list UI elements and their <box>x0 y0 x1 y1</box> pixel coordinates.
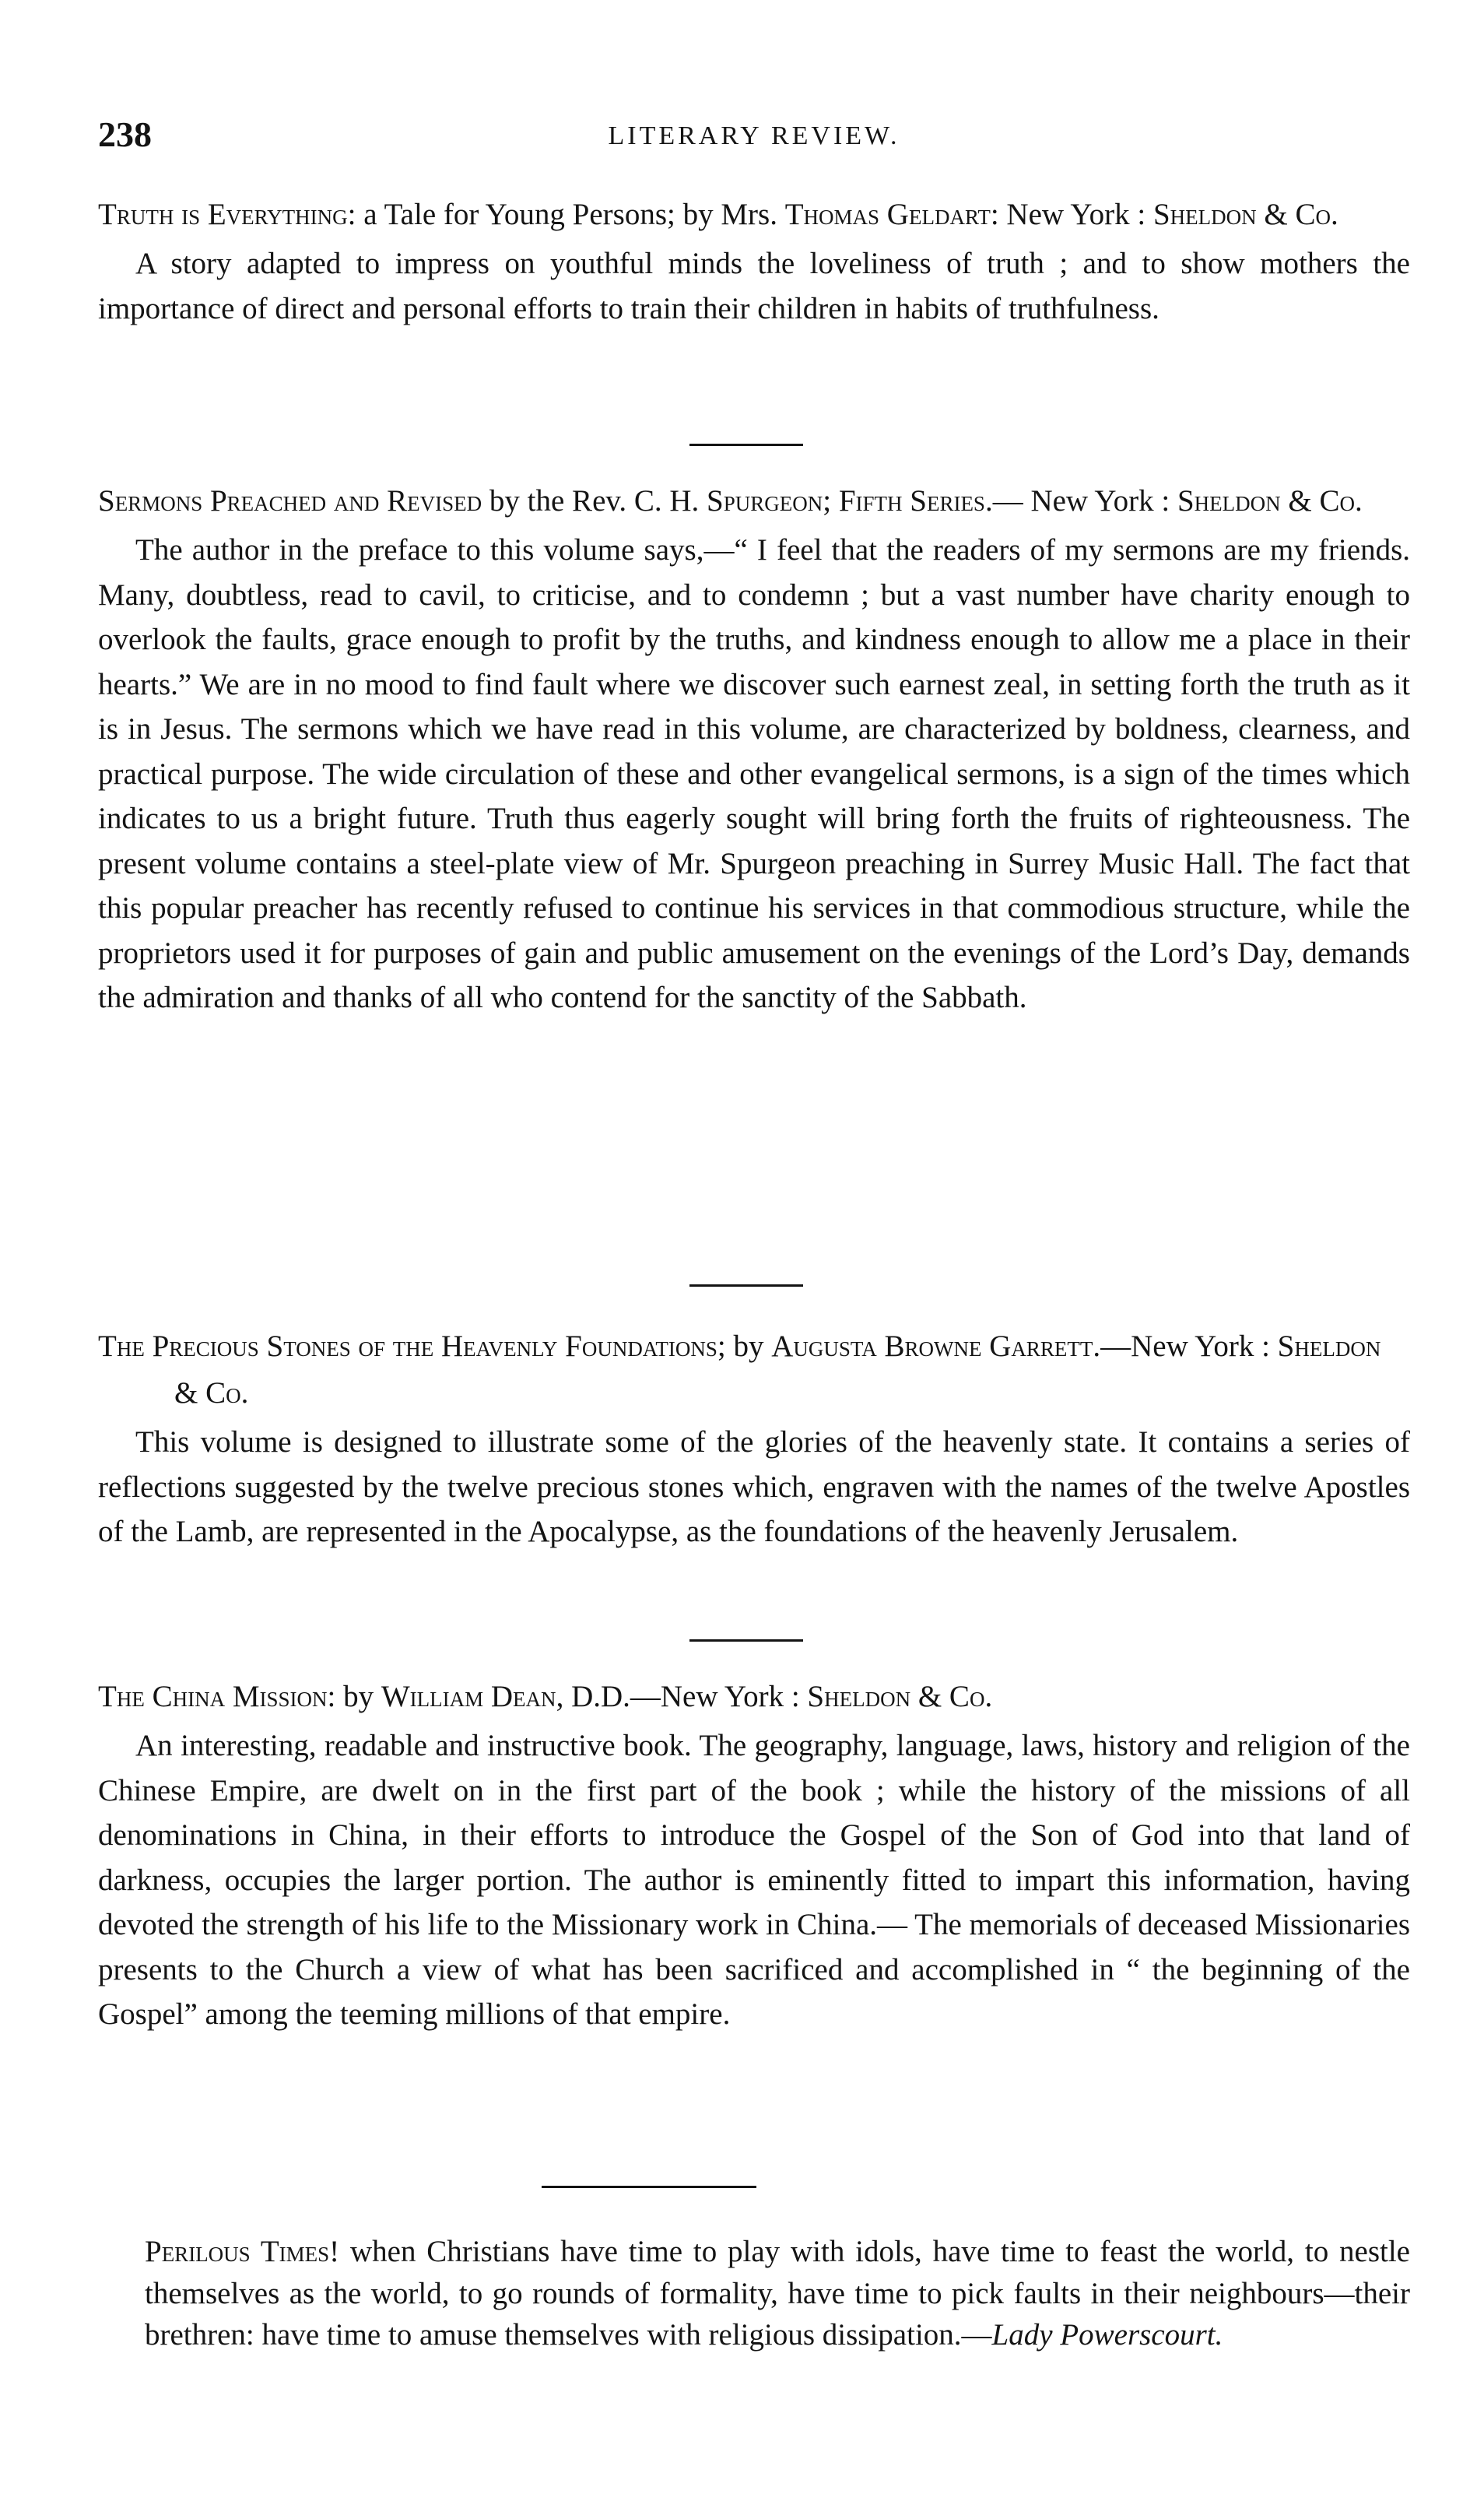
running-title: LITERARY REVIEW. <box>608 121 900 150</box>
review-text: A story adapted to impress on youthful minds the loveliness of truth ; and to show mothers the importance of direct and personal efforts to train their children in habits of truthfulness. <box>98 247 1410 325</box>
book-title: Sermons Preached and Revised <box>98 484 482 518</box>
publisher-name: Sheldon & Co. <box>174 1330 1381 1410</box>
book-subtitle: by the Rev. C. H. <box>482 484 707 518</box>
quote-text: when Christians have time to play with idols, have time to feast the world, to nestle themselves as the world, to go rounds of formality, have time to pick faults in their neighbours—their brethren: have time to amuse themselves with religious dissipation.— <box>145 2235 1410 2352</box>
publisher-prefix: : New York : <box>990 198 1153 231</box>
review-entry-precious-stones <box>98 1323 1410 1554</box>
entry-heading <box>98 478 1410 525</box>
review-text: An interesting, readable and instructive book. The geography, language, laws, history and religion of the Chinese Empire, are dwelt on in the first part of the book ; while the history of the missions of all denominations in China, in their efforts to introduce the Gospel of the Son of God into that land of darkness, occupies the larger portion. The author is eminently fitted to impart this information, having devoted the strength of his life to the Missionary work in China.— The memorials of deceased Missionaries presents to the Church a view of what has been sacrificed and accomplished in “ the beginning of the Gospel” among the teeming millions of that empire. <box>98 1729 1410 2031</box>
book-title: The China Mission <box>98 1680 328 1713</box>
section-divider <box>542 2186 756 2188</box>
publisher-prefix: — New York : <box>992 484 1177 518</box>
book-series: ; Fifth Series. <box>823 484 993 518</box>
review-text: The author in the preface to this volume says,—“ I feel that the readers of my sermons are my friends. Many, doubtless, read to cavil, to criticise, and to condemn ; but a vast number have charity enough to overlook the faults, grace enough to profit by the truths, and kindness enough to allow me a place in their hearts.” We are in no mood to find fault where we discover such earnest zeal, in setting forth the truth as it is in Jesus. The sermons which we have read in this volume, are characterized by boldness, clearness, and practical purpose. The wide circulation of these and other evangelical sermons, is a sign of the times which indicates to us a bright future. Truth thus eagerly sought will bring forth the fruits of righteousness. The present volume contains a steel-plate view of Mr. Spurgeon preaching in Surrey Music Hall. The fact that this popular preacher has recently refused to continue his services in that commodious structure, while the proprietors used it for purposes of gain and public amusement on the evenings of the Lord’s Day, demands the admiration and thanks of all who contend for the sanctity of the Sabbath. <box>98 533 1410 1014</box>
publisher-name: Sheldon & Co. <box>807 1680 993 1713</box>
review-text: This volume is designed to illustrate some of the glories of the heavenly state. It contains a series of reflections suggested by the twelve precious stones which, engraven with the names of the twelve Apostles of the Lamb, are represented in the Apocalypse, as the foundations of the heavenly Jerusalem. <box>98 1425 1410 1548</box>
page-number: 238 <box>98 114 152 154</box>
book-subtitle: ; by <box>717 1330 772 1363</box>
quote-lead: Perilous Times! <box>145 2235 340 2268</box>
section-divider <box>689 1284 803 1287</box>
book-author: Thomas Geldart <box>784 198 991 231</box>
book-title: The Precious Stones of the Heavenly Foundations <box>98 1330 717 1363</box>
review-entry-truth-is-everything <box>98 191 1410 331</box>
publisher-name: Sheldon & Co. <box>1177 484 1363 518</box>
page-header <box>98 114 1410 160</box>
review-entry-spurgeon-sermons <box>98 478 1410 1020</box>
publisher-prefix: .—New York : <box>1093 1330 1278 1363</box>
book-author: William Dean <box>381 1680 556 1713</box>
book-author: Augusta Browne Garrett <box>771 1330 1093 1363</box>
book-subtitle: : by <box>327 1680 381 1713</box>
book-subtitle: : a Tale for Young Persons; by Mrs. <box>347 198 785 231</box>
book-author: Spurgeon <box>707 484 823 518</box>
closing-quote <box>145 2231 1410 2356</box>
publisher-name: Sheldon & Co. <box>1152 198 1338 231</box>
quote-attribution: Lady Powerscourt. <box>991 2318 1223 2352</box>
entry-heading <box>98 191 1410 238</box>
publisher-prefix: , D.D.—New York : <box>556 1680 808 1713</box>
book-title: Truth is Everything <box>98 198 348 231</box>
entry-heading <box>98 1674 1410 1720</box>
section-divider <box>689 1639 803 1642</box>
section-divider <box>689 444 803 446</box>
review-entry-china-mission <box>98 1674 1410 2037</box>
entry-heading <box>98 1323 1410 1417</box>
